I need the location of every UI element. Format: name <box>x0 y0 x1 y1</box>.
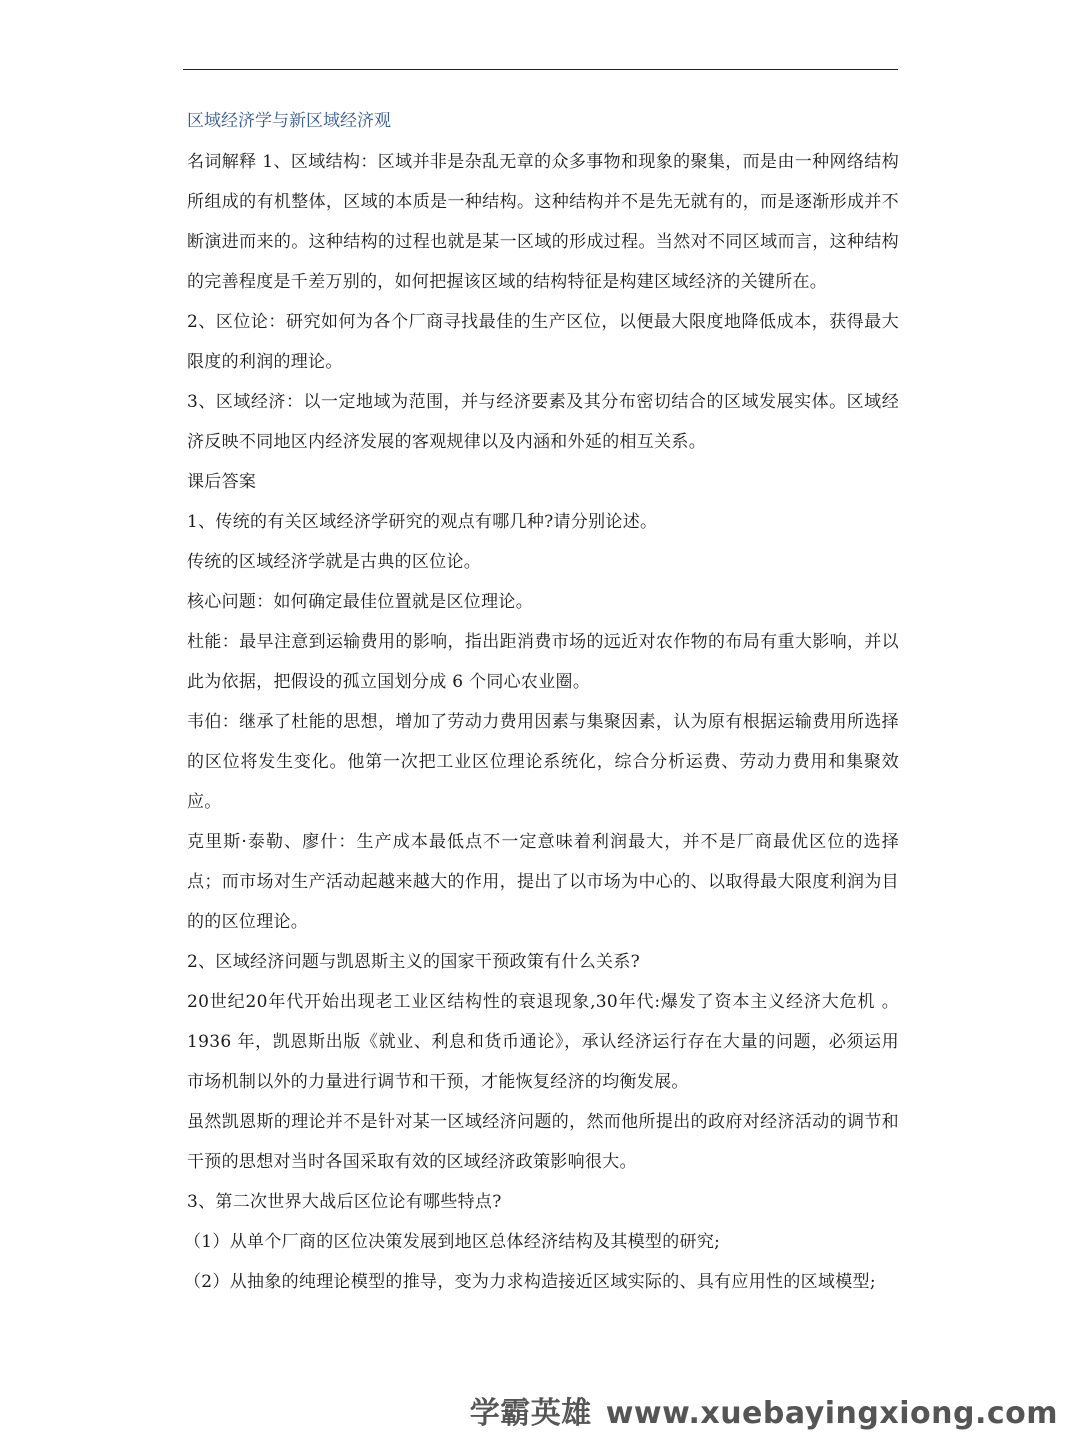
header-rule <box>183 69 898 70</box>
section-heading-answers: 课后答案 <box>187 472 257 492</box>
document-title: 区域经济学与新区域经济观 <box>187 111 391 131</box>
paragraph-keynes-history: 20世纪20年代开始出现老工业区结构性的衰退现象,30年代:爆发了资本主义经济大危机 。1936 年，凯恩斯出版《就业、利息和货币通论》，承认经济运行存在大量的问题，必须运用市场机制以外的力量进行调节和干预，才能恢复经济的均衡发展。 <box>187 992 899 1092</box>
list-item-1: （1）从单个厂商的区位决策发展到地区总体经济结构及其模型的研究; <box>184 1232 721 1252</box>
paragraph-weber: 韦伯：继承了杜能的思想，增加了劳动力费用因素与集聚因素，认为原有根据运输费用所选择的区位将发生变化。他第一次把工业区位理论系统化，综合分析运费、劳动力费用和集聚效应。 <box>187 712 899 812</box>
paragraph-classical-theory: 传统的区域经济学就是古典的区位论。 <box>187 552 482 572</box>
question-3: 3、第二次世界大战后区位论有哪些特点? <box>187 1192 502 1212</box>
paragraph-christaller-losch: 克里斯·泰勒、廖什：生产成本最低点不一定意味着利润最大，并不是厂商最优区位的选择点；而市场对生产活动起越来越大的作用，提出了以市场为中心的、以取得最大限度利润为目的的区位理论。 <box>187 832 899 932</box>
question-2: 2、区域经济问题与凯恩斯主义的国家干预政策有什么关系? <box>187 952 641 972</box>
paragraph-term-regional-economy: 3、区域经济：以一定地域为范围，并与经济要素及其分布密切结合的区域发展实体。区域经济反映不同地区内经济发展的客观规律以及内涵和外延的相互关系。 <box>187 392 899 452</box>
watermark-brand: 学霸英雄 <box>469 1396 592 1431</box>
paragraph-keynes-influence: 虽然凯恩斯的理论并不是针对某一区域经济问题的，然而他所提出的政府对经济活动的调节和干预的思想对当时各国采取有效的区域经济政策影响很大。 <box>187 1112 899 1172</box>
question-1: 1、传统的有关区域经济学研究的观点有哪几种?请分别论述。 <box>187 512 658 532</box>
site-watermark <box>470 1388 1058 1432</box>
document-body <box>184 104 899 1302</box>
list-item-2: （2）从抽象的纯理论模型的推导，变为力求构造接近区域实际的、具有应用性的区域模型; <box>184 1272 876 1292</box>
watermark-url: www.xuebayingxiong.com <box>605 1396 1058 1431</box>
paragraph-core-problem: 核心问题：如何确定最佳位置就是区位理论。 <box>187 592 533 612</box>
paragraph-term-location-theory: 2、区位论：研究如何为各个厂商寻找最佳的生产区位，以便最大限度地降低成本，获得最大限度的利润的理论。 <box>187 312 899 372</box>
paragraph-term-region-structure: 名词解释 1、区域结构：区域并非是杂乱无章的众多事物和现象的聚集，而是由一种网络结构所组成的有机整体，区域的本质是一种结构。这种结构并不是先无就有的，而是逐渐形成并不断演进而来的。这种结构的过程也就是某一区域的形成过程。当然对不同区域而言，这种结构的完善程度是千差万别的，如何把握该区域的结构特征是构建区域经济的关键所在。 <box>187 152 899 292</box>
paragraph-thunen: 杜能：最早注意到运输费用的影响，指出距消费市场的远近对农作物的布局有重大影响，并以此为依据，把假设的孤立国划分成 6 个同心农业圈。 <box>187 632 899 692</box>
